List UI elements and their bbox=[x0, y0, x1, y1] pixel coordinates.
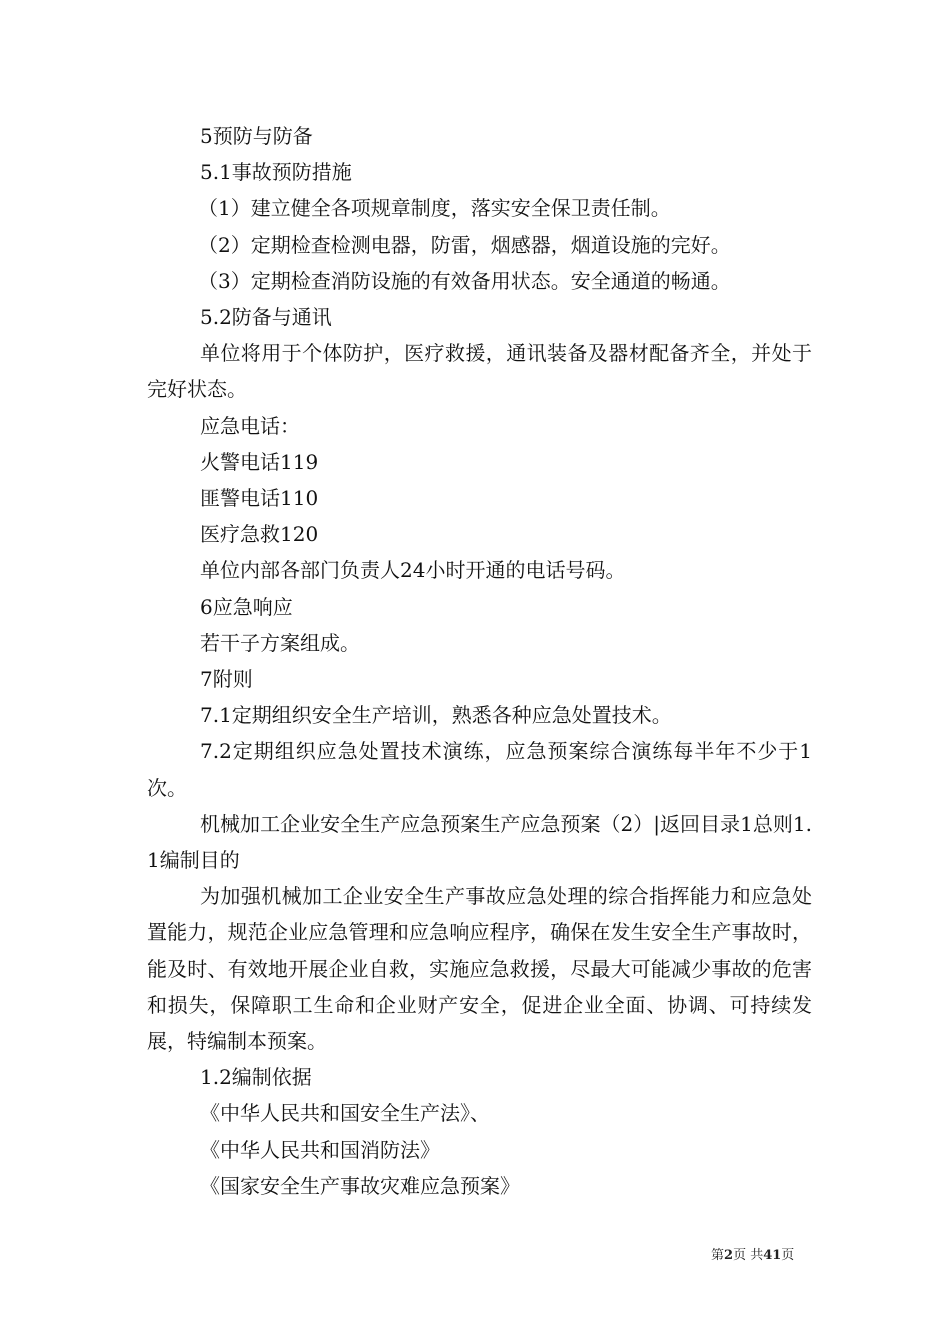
page-total: 41 bbox=[763, 1248, 782, 1263]
body-paragraph: 机械加工企业安全生产应急预案生产应急预案（2）|返回目录1总则1.1编制目的 bbox=[147, 811, 812, 873]
page-footer bbox=[711, 1248, 794, 1264]
phone-line: 医疗急救120 bbox=[200, 522, 319, 547]
section-heading: 6应急响应 bbox=[200, 594, 293, 619]
list-item: （1）建立健全各项规章制度，落实安全保卫责任制。 bbox=[198, 196, 671, 221]
footer-prefix: 第 bbox=[711, 1248, 725, 1263]
footer-suffix: 页 bbox=[781, 1248, 795, 1263]
subsection-heading: 5.2防备与通讯 bbox=[200, 305, 332, 330]
body-paragraph: 7.1定期组织安全生产培训，熟悉各种应急处置技术。 bbox=[200, 703, 672, 728]
section-heading: 5预防与防备 bbox=[200, 124, 313, 148]
body-paragraph: 单位内部各部门负责人24小时开通的电话号码。 bbox=[200, 558, 626, 583]
body-paragraph: 若干子方案组成。 bbox=[200, 630, 360, 655]
list-item: （3）定期检查消防设施的有效备用状态。安全通道的畅通。 bbox=[198, 268, 731, 293]
body-paragraph: 单位将用于个体防护，医疗救援，通讯装备及器材配备齐全，并处于完好状态。 bbox=[147, 341, 812, 402]
reference-item: 《中华人民共和国安全生产法》、 bbox=[200, 1101, 490, 1126]
reference-item: 《中华人民共和国消防法》 bbox=[200, 1137, 440, 1162]
subsection-heading: 5.1事故预防措施 bbox=[200, 160, 352, 185]
body-paragraph: 7.2定期组织应急处置技术演练，应急预案综合演练每半年不少于1次。 bbox=[147, 739, 812, 800]
reference-item: 《国家安全生产事故灾难应急预案》 bbox=[200, 1173, 520, 1198]
body-paragraph: 应急电话： bbox=[200, 413, 300, 438]
document-body bbox=[147, 118, 812, 1204]
subsection-heading: 1.2编制依据 bbox=[200, 1065, 312, 1090]
phone-line: 火警电话119 bbox=[200, 449, 319, 474]
section-heading: 7附则 bbox=[200, 667, 253, 692]
footer-middle: 页 共 bbox=[733, 1248, 764, 1263]
phone-line: 匪警电话110 bbox=[200, 486, 319, 511]
page-number: 2 bbox=[724, 1248, 734, 1263]
body-paragraph: 为加强机械加工企业安全生产事故应急处理的综合指挥能力和应急处置能力，规范企业应急管理和应急响应程序，确保在发生安全生产事故时，能及时、有效地开展企业自救，实施应急救援，尽最大可能减少事故的危害和损失，保障职工生命和企业财产安全，促进企业全面、协调、可持续发展，特编制本预案。 bbox=[147, 884, 812, 1054]
list-item: （2）定期检查检测电器，防雷，烟感器，烟道设施的完好。 bbox=[198, 232, 731, 257]
